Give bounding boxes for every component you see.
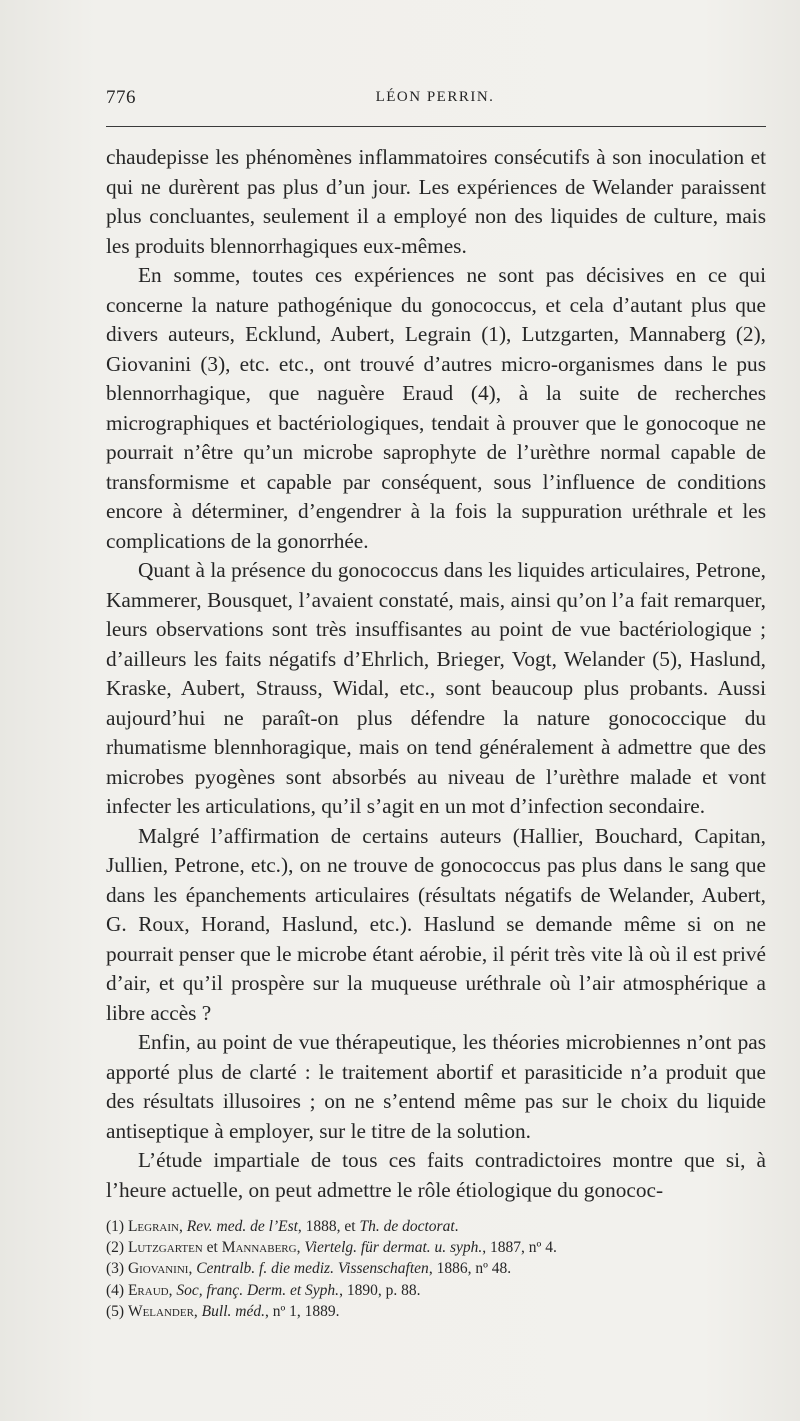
footnote-journal: Centralb. f. die mediz. Vissenschaften <box>196 1260 429 1278</box>
footnote-journal-2: Th. de doctorat <box>359 1218 455 1235</box>
footnote-journal: Viertelg. für dermat. u. syph. <box>304 1239 483 1257</box>
footnote-details: , 1886, nº 48. <box>428 1260 512 1278</box>
page-number: 776 <box>106 87 136 108</box>
footnote <box>106 1258 766 1279</box>
footnote-details: , 1888, et <box>297 1218 360 1235</box>
footnote-details: , nº 1, 1889. <box>264 1302 340 1320</box>
footnote-end: . <box>454 1218 459 1235</box>
footnote-author: Eraud <box>127 1281 169 1299</box>
footnotes <box>106 1216 766 1322</box>
footnote-details: , 1887, nº 4. <box>482 1239 557 1257</box>
footnote-separator: et <box>202 1239 222 1257</box>
footnote-mark: (5) <box>106 1302 125 1320</box>
footnote-mark: (3) <box>106 1260 125 1278</box>
footnote-separator: , <box>188 1260 197 1278</box>
footnote-mark: (1) <box>106 1218 125 1235</box>
header-rule <box>106 126 766 127</box>
footnote-separator: , <box>193 1302 202 1320</box>
paragraph: Enfin, au point de vue thérapeutique, les théories microbiennes n’ont pas apporté plus de clarté : le traitement abortif et parasiticide n’a produit que des résultats illusoires ; on ne s’entend même pas sur le choix du liquide antiseptique à employer, sur le titre de la solution. <box>106 1030 766 1143</box>
footnote-details: , 1890, p. 88. <box>339 1281 421 1299</box>
running-head: LÉON PERRIN. <box>375 89 495 105</box>
footnote <box>106 1216 766 1237</box>
footnote-mark: (4) <box>106 1281 125 1299</box>
paragraph: En somme, toutes ces expériences ne sont pas décisives en ce qui concerne la nature pathogénique du gonococcus, et cela d’autant plus que divers auteurs, Ecklund, Aubert, Legrain (1), Lutzgarten, Mannaberg (2), Giovanini (3), etc. etc., ont trouvé d’autres micro-organismes dans le pus blennorrhagique, que naguère Eraud (4), à la suite de recherches micrographiques et bactériologiques, tendait à prouver que le gonocoque ne pourrait n’être qu’un microbe saprophyte de l’urèthre normal capable de transformisme et capable par conséquent, sous l’influence de conditions encore à déterminer, d’engendrer à la fois la suppuration uréthrale et les complications de la gonorrhée. <box>106 263 766 553</box>
footnote-mark: (2) <box>106 1239 125 1257</box>
footnote-author: Giovanini <box>127 1260 189 1278</box>
footnote-journal: Bull. méd. <box>201 1302 265 1320</box>
page-header <box>106 87 764 115</box>
footnote <box>106 1301 766 1322</box>
footnote-author: Welander <box>127 1302 194 1320</box>
paragraph: Quant à la présence du gonococcus dans les liquides articulaires, Petrone, Kammerer, Bousquet, l’avaient constaté, mais, ainsi qu’on l’a fait remarquer, leurs observations sont très insuffisantes au point de vue bactériologique ; d’ailleurs les faits négatifs d’Ehrlich, Brieger, Vogt, Welander (5), Haslund, Kraske, Aubert, Strauss, Widal, etc., sont beaucoup plus probants. Aussi aujourd’hui ne paraît-on plus défendre la nature gonococcique du rhumatisme blennhoragique, mais on tend généralement à admettre que des microbes pyogènes sont absorbés au niveau de l’urèthre malade et vont infecter les articulations, qu’il s’agit en un mot d’infection secondaire. <box>106 558 766 818</box>
footnote-separator: , <box>178 1218 187 1235</box>
footnote-journal: Rev. med. de l’Est <box>186 1218 298 1235</box>
footnote-journal: Soc, franç. Derm. et Syph. <box>176 1281 340 1299</box>
footnote-separator-2: , <box>296 1239 305 1257</box>
footnote <box>106 1237 766 1258</box>
paragraph: L’étude impartiale de tous ces faits contradictoires montre que si, à l’heure actuelle, on peut admettre le rôle étiologique du gonococ- <box>106 1148 766 1202</box>
paragraph: chaudepisse les phénomènes inflammatoires consécutifs à son inoculation et qui ne durèrent pas plus d’un jour. Les expériences de Welander paraissent plus concluantes, seulement il a employé non des liquides de culture, mais les produits blennorrhagiques eux-mêmes. <box>106 145 766 258</box>
footnote-author: Lutzgarten <box>127 1239 203 1257</box>
footnote-author: Legrain <box>127 1218 179 1235</box>
footnote <box>106 1280 766 1301</box>
paragraph: Malgré l’affirmation de certains auteurs (Hallier, Bouchard, Capitan, Jullien, Petrone, etc.), on ne trouve de gonococcus pas plus dans le sang que dans les épanchements articulaires (résultats négatifs de Welander, Aubert, G. Roux, Horand, Haslund, etc.). Haslund se demande même si on ne pourrait penser que le microbe étant aérobie, il périt très vite là où il est privé d’air, et qu’il prospère sur la muqueuse uréthrale où l’air atmosphérique a libre accès ? <box>106 823 766 1025</box>
footnote-separator: , <box>168 1281 177 1299</box>
body-text <box>106 143 766 1205</box>
footnote-author-2: Mannaberg <box>221 1239 297 1257</box>
